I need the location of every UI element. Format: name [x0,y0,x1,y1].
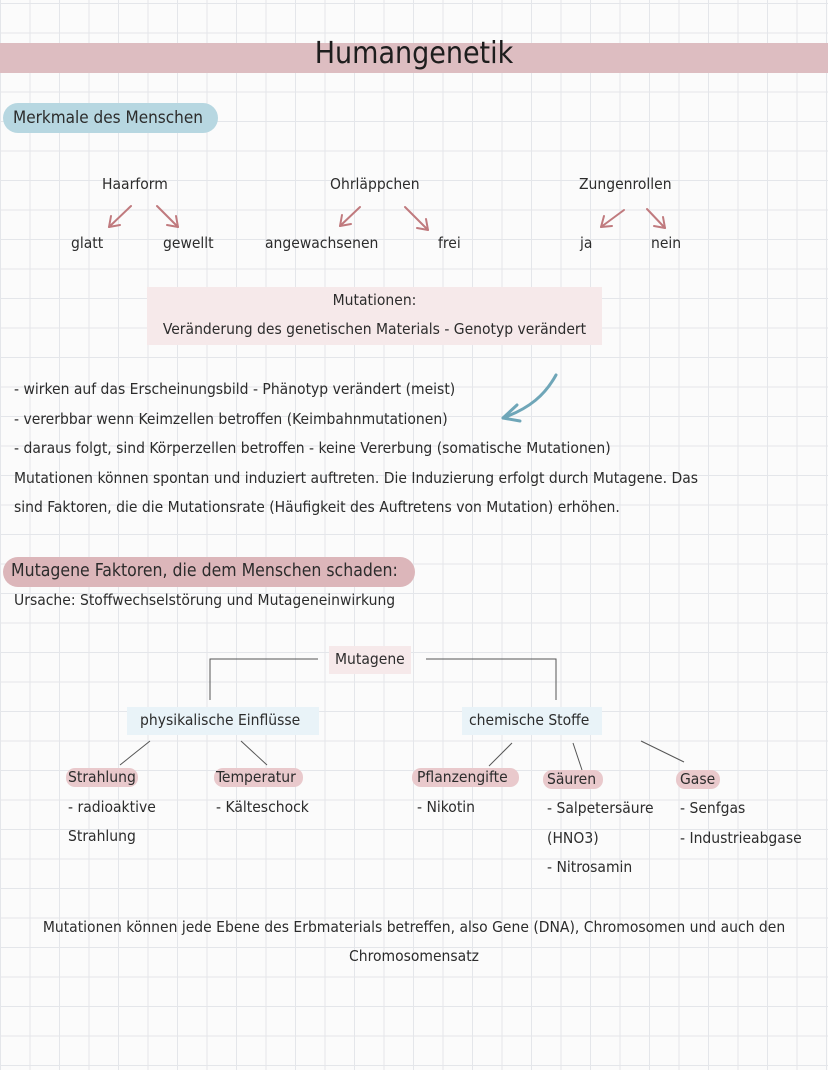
item-strahlung-detail-2: Strahlung [68,827,136,845]
item-saeuren-detail-3: - Nitrosamin [547,858,633,876]
trait-arrows [109,206,665,230]
paragraph-line-2: sind Faktoren, die die Mutationsrate (Häufigkeit des Auftretens von Mutation) erhöhen. [14,498,620,516]
arrow-ohr-left [340,207,360,226]
arrow-haarform-left [109,206,131,227]
trait-zungenrollen: Zungenrollen [579,175,672,193]
arrow-haarform-right [157,206,178,227]
item-saeuren: Säuren [547,770,597,788]
trait-ohrlaeppchen: Ohrläppchen [330,175,420,193]
item-strahlung-detail-1: - radioaktive [68,798,156,816]
bullet-3: - daraus folgt, sind Körperzellen betroffen - keine Vererbung (somatische Mutationen) [14,439,611,457]
item-gase: Gase [680,770,716,788]
bullet-2: - vererbbar wenn Keimzellen betroffen (Keimbahnmutationen) [14,410,448,428]
page-title: Humangenetik [314,36,514,71]
trait-haarform: Haarform [102,175,168,193]
option-glatt: glatt [71,234,104,252]
footer-line-1: Mutationen können jede Ebene des Erbmaterials betreffen, also Gene (DNA), Chromosomen und auch den [42,918,786,936]
tree-physical-label: physikalische Einflüsse [140,711,301,729]
item-temperatur-detail-1: - Kälteschock [216,798,309,816]
option-angewachsenen: angewachsenen [265,234,379,252]
tree-chemical-label: chemische Stoffe [469,711,590,729]
option-gewellt: gewellt [163,234,214,252]
item-gase-detail-1: - Senfgas [680,799,746,817]
option-ja: ja [580,234,593,252]
paragraph-line-1: Mutationen können spontan und induziert auftreten. Die Induzierung erfolgt durch Mutagene. Das [14,469,699,487]
item-saeuren-detail-1: - Salpetersäure [547,799,654,817]
option-frei: frei [438,234,461,252]
item-pflanzengifte: Pflanzengifte [417,768,508,786]
tree-root-mutagene: Mutagene [335,650,405,668]
option-nein: nein [651,234,682,252]
arrow-zunge-left [601,210,624,227]
item-saeuren-detail-2: (HNO3) [547,829,599,847]
item-pflanzengifte-detail-1: - Nikotin [417,798,475,816]
mutation-box-title: Mutationen: [332,291,417,309]
item-gase-detail-2: - Industrieabgase [680,829,802,847]
item-strahlung: Strahlung [68,768,136,786]
arrow-ohr-right [405,207,428,230]
section1-heading: Merkmale des Menschen [13,108,203,128]
mutation-box-definition: Veränderung des genetischen Materials - Genotyp verändert [162,320,587,338]
section2-cause: Ursache: Stoffwechselstörung und Mutageneinwirkung [14,591,396,609]
curved-arrow-icon [503,375,556,421]
footer-line-2: Chromosomensatz [348,947,479,965]
section2-heading: Mutagene Faktoren, die dem Menschen schaden: [11,561,398,581]
item-temperatur: Temperatur [216,768,296,786]
bullet-1: - wirken auf das Erscheinungsbild - Phänotyp verändert (meist) [14,380,456,398]
